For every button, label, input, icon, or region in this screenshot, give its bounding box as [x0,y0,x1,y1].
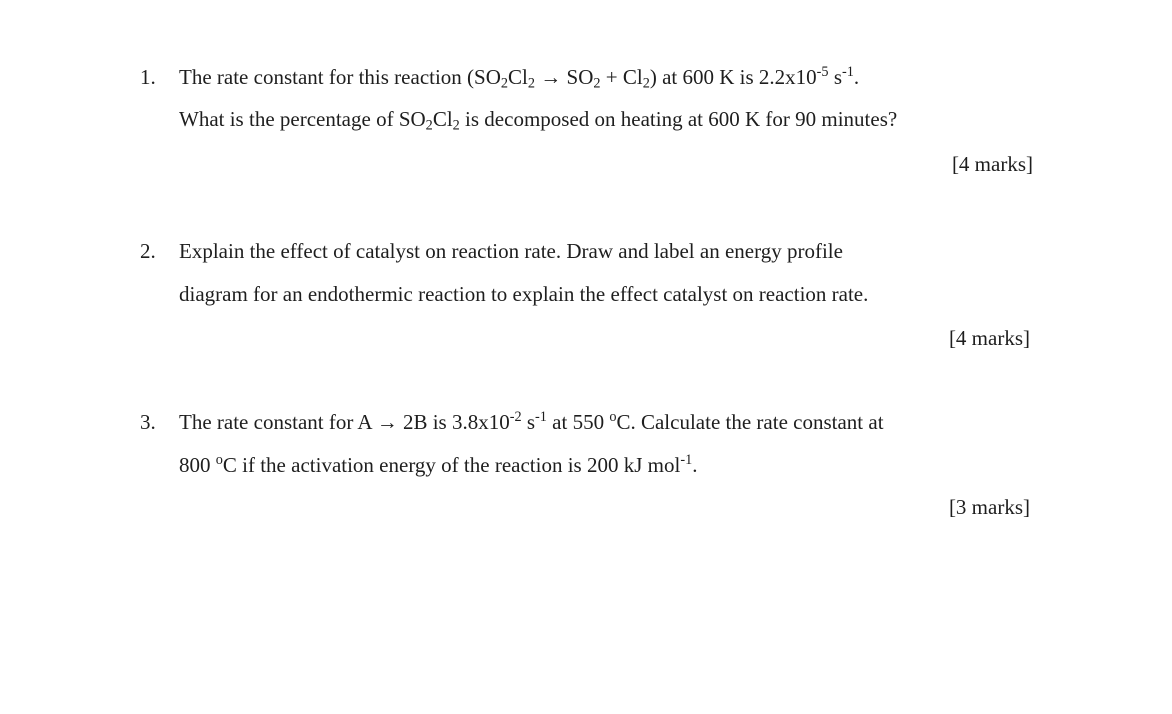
text-segment: is decomposed on heating at 600 K for 90 minutes? [459,107,898,131]
question-text-line-2: diagram for an endothermic reaction to explain the effect catalyst on reaction rate. [179,282,869,306]
text-segment: The rate constant for this reaction (SO [179,65,501,89]
text-segment: Cl [508,65,528,89]
text-segment: s [828,65,842,89]
text-segment: . [692,453,698,477]
text-segment: Cl [432,107,453,131]
text-segment: ) at 600 K is 2.2x10 [649,65,817,89]
text-segment: What is the percentage of SO [179,107,426,131]
question-text-line-2 [179,106,897,132]
question-number: 3. [140,410,156,434]
subscript: 2 [593,75,601,92]
text-segment: C if the activation energy of the reaction is 200 kJ mol [222,453,681,477]
superscript: -5 [816,64,829,81]
subscript: 2 [425,117,433,134]
text-segment: C. Calculate the rate constant at [616,410,884,434]
question-text-line-1 [179,64,859,90]
text-segment: 800 [179,453,216,477]
marks-label: [4 marks] [948,326,1030,350]
degree-superscript: o [609,409,617,426]
superscript: -1 [842,64,854,81]
subscript: 2 [452,117,460,134]
reaction-arrow: → [535,65,567,89]
text-segment: SO [566,65,594,89]
question-number: 1. [140,65,156,89]
superscript: -2 [509,409,522,426]
superscript: -1 [535,409,547,426]
text-segment: 2B is 3.8x10 [397,410,510,434]
question-text-line-1: Explain the effect of catalyst on reaction rate. Draw and label an energy profile [179,239,843,263]
degree-superscript: o [215,452,223,469]
text-segment: The rate constant for A [179,410,377,434]
subscript: 2 [500,75,509,92]
subscript: 2 [527,75,536,92]
subscript: 2 [642,75,650,92]
superscript: -1 [680,452,693,469]
text-segment: + Cl [600,65,643,89]
marks-label: [4 marks] [951,152,1033,176]
marks-label: [3 marks] [948,495,1030,519]
text-segment: . [853,65,860,89]
reaction-arrow: → [376,410,398,434]
question-text-line-2 [179,452,697,478]
text-segment: at 550 [546,410,610,434]
question-number: 2. [140,239,156,263]
text-segment: s [521,410,536,434]
question-text-line-1 [179,409,884,435]
